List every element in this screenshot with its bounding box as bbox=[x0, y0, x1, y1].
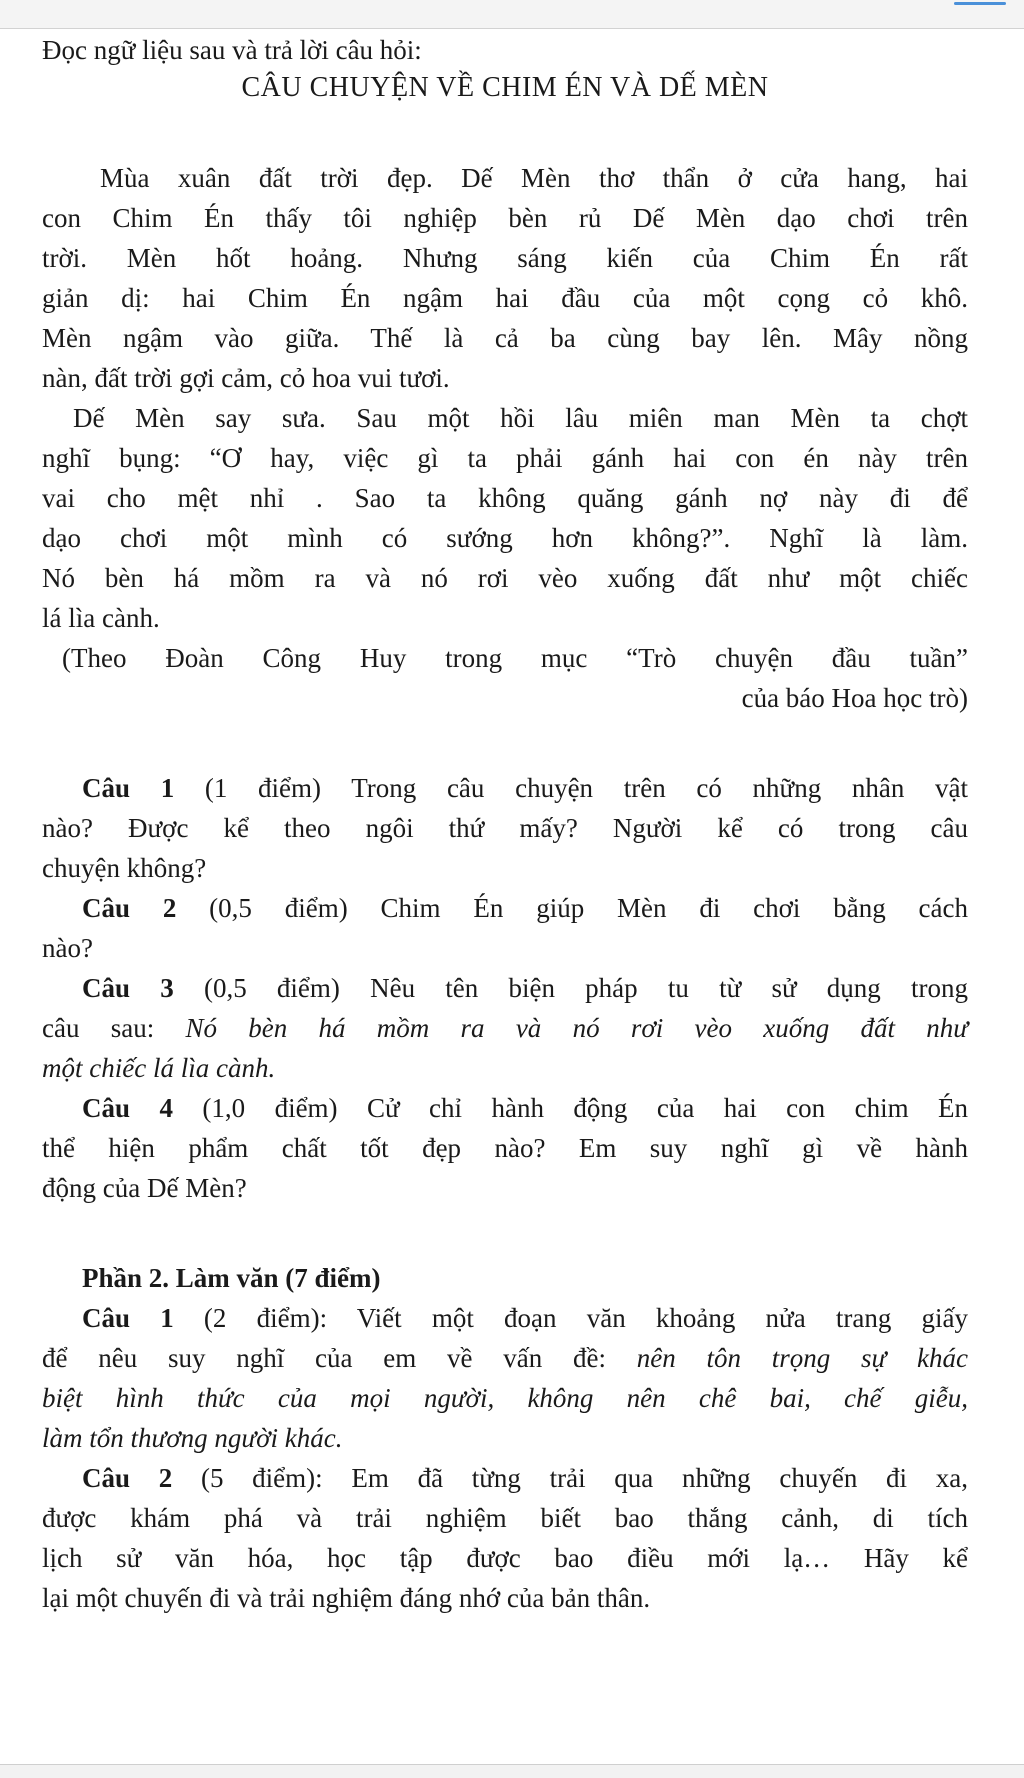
passage-line: con Chim Én thấy tôi nghiệp bèn rủ Dế Mèn dạo chơi trên bbox=[42, 203, 968, 233]
passage-line: nàn, đất trời gợi cảm, cỏ hoa vui tươi. bbox=[42, 363, 450, 393]
essay-question-1-label: Câu 1 bbox=[82, 1303, 174, 1333]
essay-question-2-cont: lịch sử văn hóa, học tập được bao điều mới lạ… Hãy kể bbox=[42, 1543, 968, 1573]
source-citation: (Theo Đoàn Công Huy trong mục “Trò chuyện đầu tuần” bbox=[62, 643, 968, 673]
question-3-cont: câu sau: Nó bèn há mồm ra và nó rơi vèo xuống đất như bbox=[42, 1013, 968, 1043]
question-2-label: Câu 2 bbox=[82, 893, 177, 923]
essay-question-2-label: Câu 2 bbox=[82, 1463, 173, 1493]
question-3: Câu 3 (0,5 điểm) Nêu tên biện pháp tu từ sử dụng trong bbox=[82, 973, 969, 1003]
passage-line: dạo chơi một mình có sướng hơn không?”. Nghĩ là làm. bbox=[42, 523, 968, 553]
part-2-heading: Phần 2. Làm văn (7 điểm) bbox=[82, 1263, 381, 1293]
source-citation-cont: của báo Hoa học trò) bbox=[741, 683, 968, 713]
essay-topic-cont: làm tổn thương người khác. bbox=[42, 1423, 343, 1453]
question-1-cont: chuyện không? bbox=[42, 853, 207, 883]
quoted-sentence: Nó bèn há mồm ra và nó rơi vèo xuống đất như bbox=[185, 1013, 968, 1043]
passage-title: CÂU CHUYỆN VỀ CHIM ÉN VÀ DẾ MÈN bbox=[241, 72, 769, 103]
question-2: Câu 2 (0,5 điểm) Chim Én giúp Mèn đi chơi bằng cách bbox=[82, 893, 969, 923]
essay-question-2: Câu 2 (5 điểm): Em đã từng trải qua những chuyến đi xa, bbox=[82, 1463, 968, 1493]
question-3-label: Câu 3 bbox=[82, 973, 174, 1003]
passage-line: lá lìa cành. bbox=[42, 603, 160, 633]
question-2-cont: nào? bbox=[42, 933, 93, 963]
question-4-cont: động của Dế Mèn? bbox=[42, 1173, 247, 1203]
passage-line: Mèn ngậm vào giữa. Thế là cả ba cùng bay lên. Mây nồng bbox=[42, 323, 968, 353]
essay-question-1-cont: để nêu suy nghĩ của em về vấn đề: nên tôn trọng sự khác bbox=[42, 1343, 968, 1373]
question-1: Câu 1 (1 điểm) Trong câu chuyện trên có những nhân vật bbox=[82, 773, 969, 803]
instruction-text: Đọc ngữ liệu sau và trả lời câu hỏi: bbox=[42, 35, 422, 65]
essay-topic: nên tôn trọng sự khác bbox=[636, 1343, 968, 1373]
question-4: Câu 4 (1,0 điểm) Cử chỉ hành động của hai con chim Én bbox=[82, 1093, 969, 1123]
question-1-cont: nào? Được kể theo ngôi thứ mấy? Người kể có trong câu bbox=[42, 813, 968, 843]
question-4-cont: thể hiện phẩm chất tốt đẹp nào? Em suy nghĩ gì về hành bbox=[42, 1133, 968, 1163]
essay-question-2-cont: lại một chuyến đi và trải nghiệm đáng nhớ của bản thân. bbox=[42, 1583, 651, 1613]
passage-line: vai cho mệt nhỉ . Sao ta không quăng gánh nợ này đi để bbox=[42, 483, 968, 513]
question-4-label: Câu 4 bbox=[82, 1093, 173, 1123]
passage-line: Dế Mèn say sưa. Sau một hồi lâu miên man Mèn ta chợt bbox=[73, 403, 968, 433]
passage-line: Mùa xuân đất trời đẹp. Dế Mèn thơ thẩn ở cửa hang, hai bbox=[100, 163, 968, 193]
passage-line: trời. Mèn hốt hoảng. Nhưng sáng kiến của Chim Én rất bbox=[42, 243, 968, 273]
bottom-edge bbox=[0, 1764, 1024, 1778]
essay-question-1: Câu 1 (2 điểm): Viết một đoạn văn khoảng nửa trang giấy bbox=[82, 1303, 969, 1333]
question-1-label: Câu 1 bbox=[82, 773, 175, 803]
passage-line: giản dị: hai Chim Én ngậm hai đầu của một cọng cỏ khô. bbox=[42, 283, 968, 313]
top-toolbar bbox=[0, 0, 1024, 29]
top-edge-accent bbox=[954, 2, 1006, 5]
quoted-sentence-cont: một chiếc lá lìa cành. bbox=[42, 1053, 276, 1083]
passage-line: Nó bèn há mồm ra và nó rơi vèo xuống đất như một chiếc bbox=[42, 563, 968, 593]
passage-line: nghĩ bụng: “Ơ hay, việc gì ta phải gánh hai con én này trên bbox=[42, 443, 968, 473]
essay-question-2-cont: được khám phá và trải nghiệm biết bao thắng cảnh, di tích bbox=[42, 1503, 968, 1533]
essay-topic-cont: biệt hình thức của mọi người, không nên chê bai, chế giễu, bbox=[42, 1383, 968, 1413]
